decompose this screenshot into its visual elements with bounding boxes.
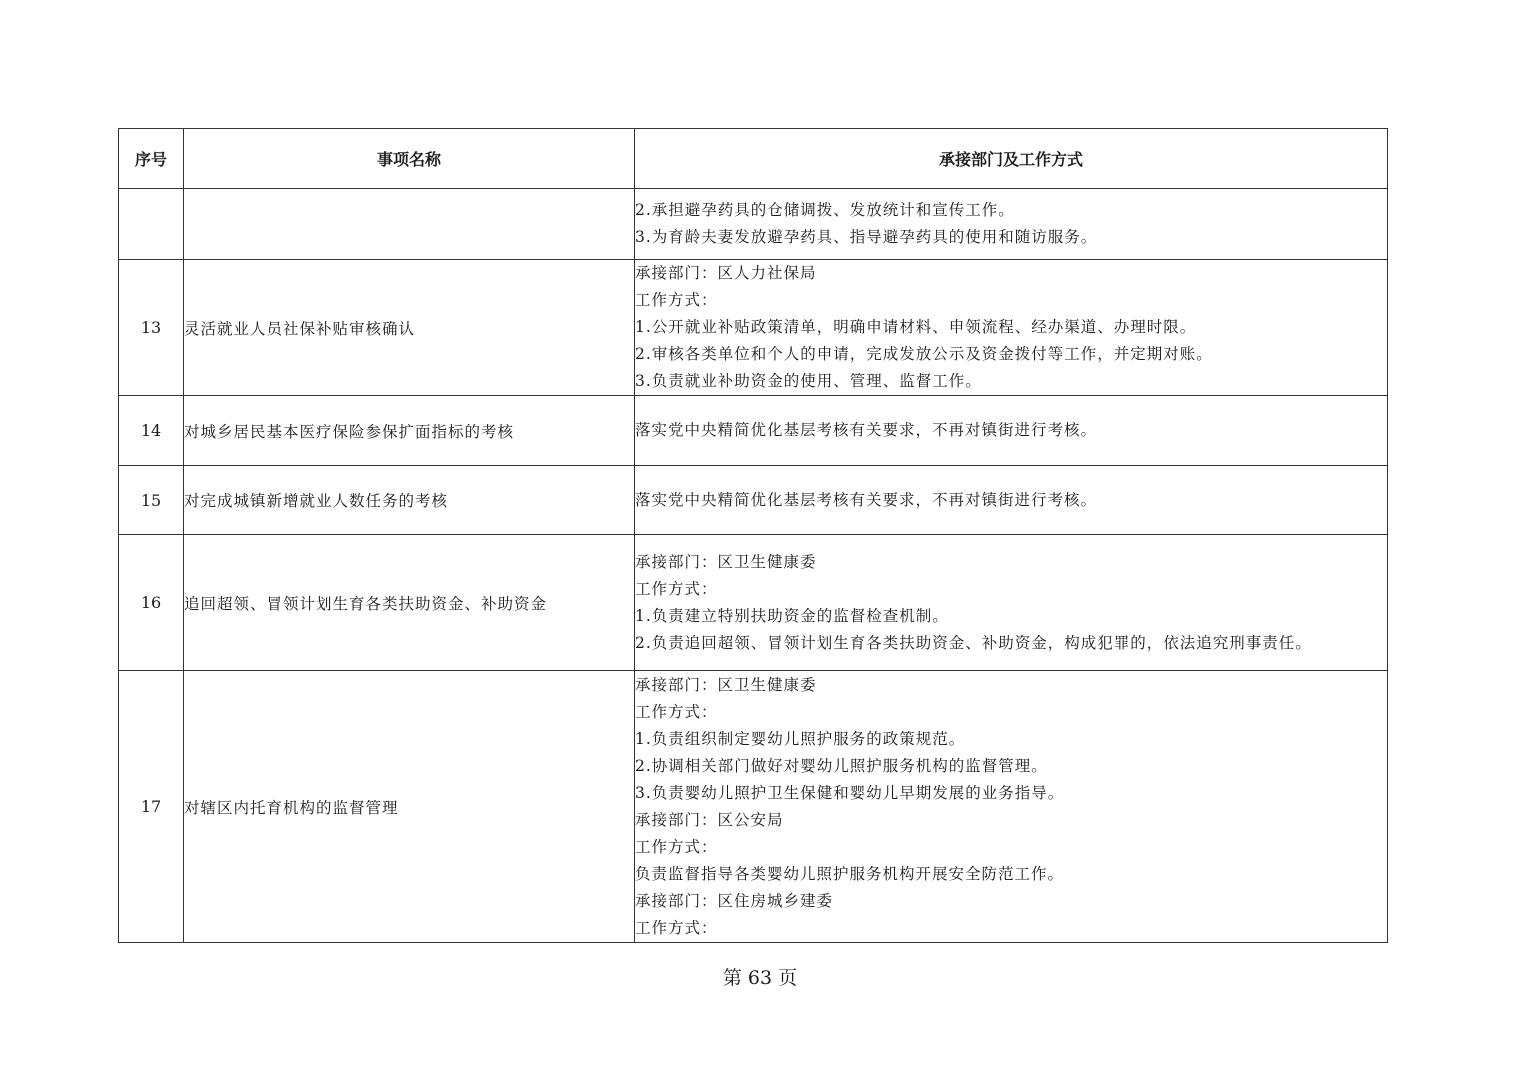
table-row [119,396,1388,466]
row-name: 追回超领、冒领计划生育各类扶助资金、补助资金 [184,535,635,671]
row-detail [635,466,1388,535]
row-detail [635,535,1388,671]
detail-line: 1.负责组织制定婴幼儿照护服务的政策规范。 [635,729,966,748]
detail-line: 3.负责婴幼儿照护卫生保健和婴幼儿早期发展的业务指导。 [635,783,1065,802]
header-name: 事项名称 [184,129,635,189]
row-name: 灵活就业人员社保补贴审核确认 [184,260,635,396]
detail-line: 2.负责追回超领、冒领计划生育各类扶助资金、补助资金，构成犯罪的，依法追究刑事责任。 [635,633,1312,652]
row-seq: 15 [119,466,184,535]
detail-line: 1.公开就业补贴政策清单，明确申请材料、申领流程、经办渠道、办理时限。 [635,318,1197,336]
table-row [119,189,1388,260]
detail-line: 落实党中央精简优化基层考核有关要求，不再对镇街进行考核。 [635,490,1098,509]
table-row [119,671,1388,943]
row-name: 对辖区内托育机构的监督管理 [184,671,635,943]
detail-line: 1.负责建立特别扶助资金的监督检查机制。 [635,606,949,625]
row-seq: 14 [119,396,184,466]
detail-line: 落实党中央精简优化基层考核有关要求，不再对镇街进行考核。 [635,421,1098,439]
detail-line: 承接部门：区卫生健康委 [635,552,817,571]
row-seq: 13 [119,260,184,396]
row-seq: 17 [119,671,184,943]
row-name: 对完成城镇新增就业人数任务的考核 [184,466,635,535]
detail-line: 2.协调相关部门做好对婴幼儿照护服务机构的监督管理。 [635,756,1048,775]
row-detail [635,260,1388,396]
row-detail [635,671,1388,943]
table-row [119,535,1388,671]
table-row [119,260,1388,396]
items-table [118,128,1388,943]
detail-line: 2.承担避孕药具的仓储调拨、发放统计和宣传工作。 [635,201,1015,219]
page-number: 第 63 页 [722,967,798,989]
detail-line: 3.负责就业补助资金的使用、管理、监督工作。 [635,372,982,390]
detail-line: 承接部门：区卫生健康委 [635,675,817,694]
header-detail: 承接部门及工作方式 [635,129,1388,189]
header-seq: 序号 [119,129,184,189]
row-seq [119,189,184,260]
detail-line: 工作方式： [635,918,718,937]
detail-line: 工作方式： [635,837,718,856]
detail-line: 工作方式： [635,291,718,309]
detail-line: 工作方式： [635,702,718,721]
detail-line: 负责监督指导各类婴幼儿照护服务机构开展安全防范工作。 [635,864,1065,883]
detail-line: 3.为育龄夫妻发放避孕药具、指导避孕药具的使用和随访服务。 [635,228,1098,246]
detail-line: 2.审核各类单位和个人的申请，完成发放公示及资金拨付等工作，并定期对账。 [635,345,1213,363]
table-row [119,466,1388,535]
detail-line: 工作方式： [635,579,718,598]
table-header-row [119,129,1388,189]
row-name: 对城乡居民基本医疗保险参保扩面指标的考核 [184,396,635,466]
row-seq: 16 [119,535,184,671]
detail-line: 承接部门：区公安局 [635,810,784,829]
row-detail [635,396,1388,466]
detail-line: 承接部门：区人力社保局 [635,264,817,282]
detail-line: 承接部门：区住房城乡建委 [635,891,834,910]
row-name [184,189,635,260]
row-detail [635,189,1388,260]
